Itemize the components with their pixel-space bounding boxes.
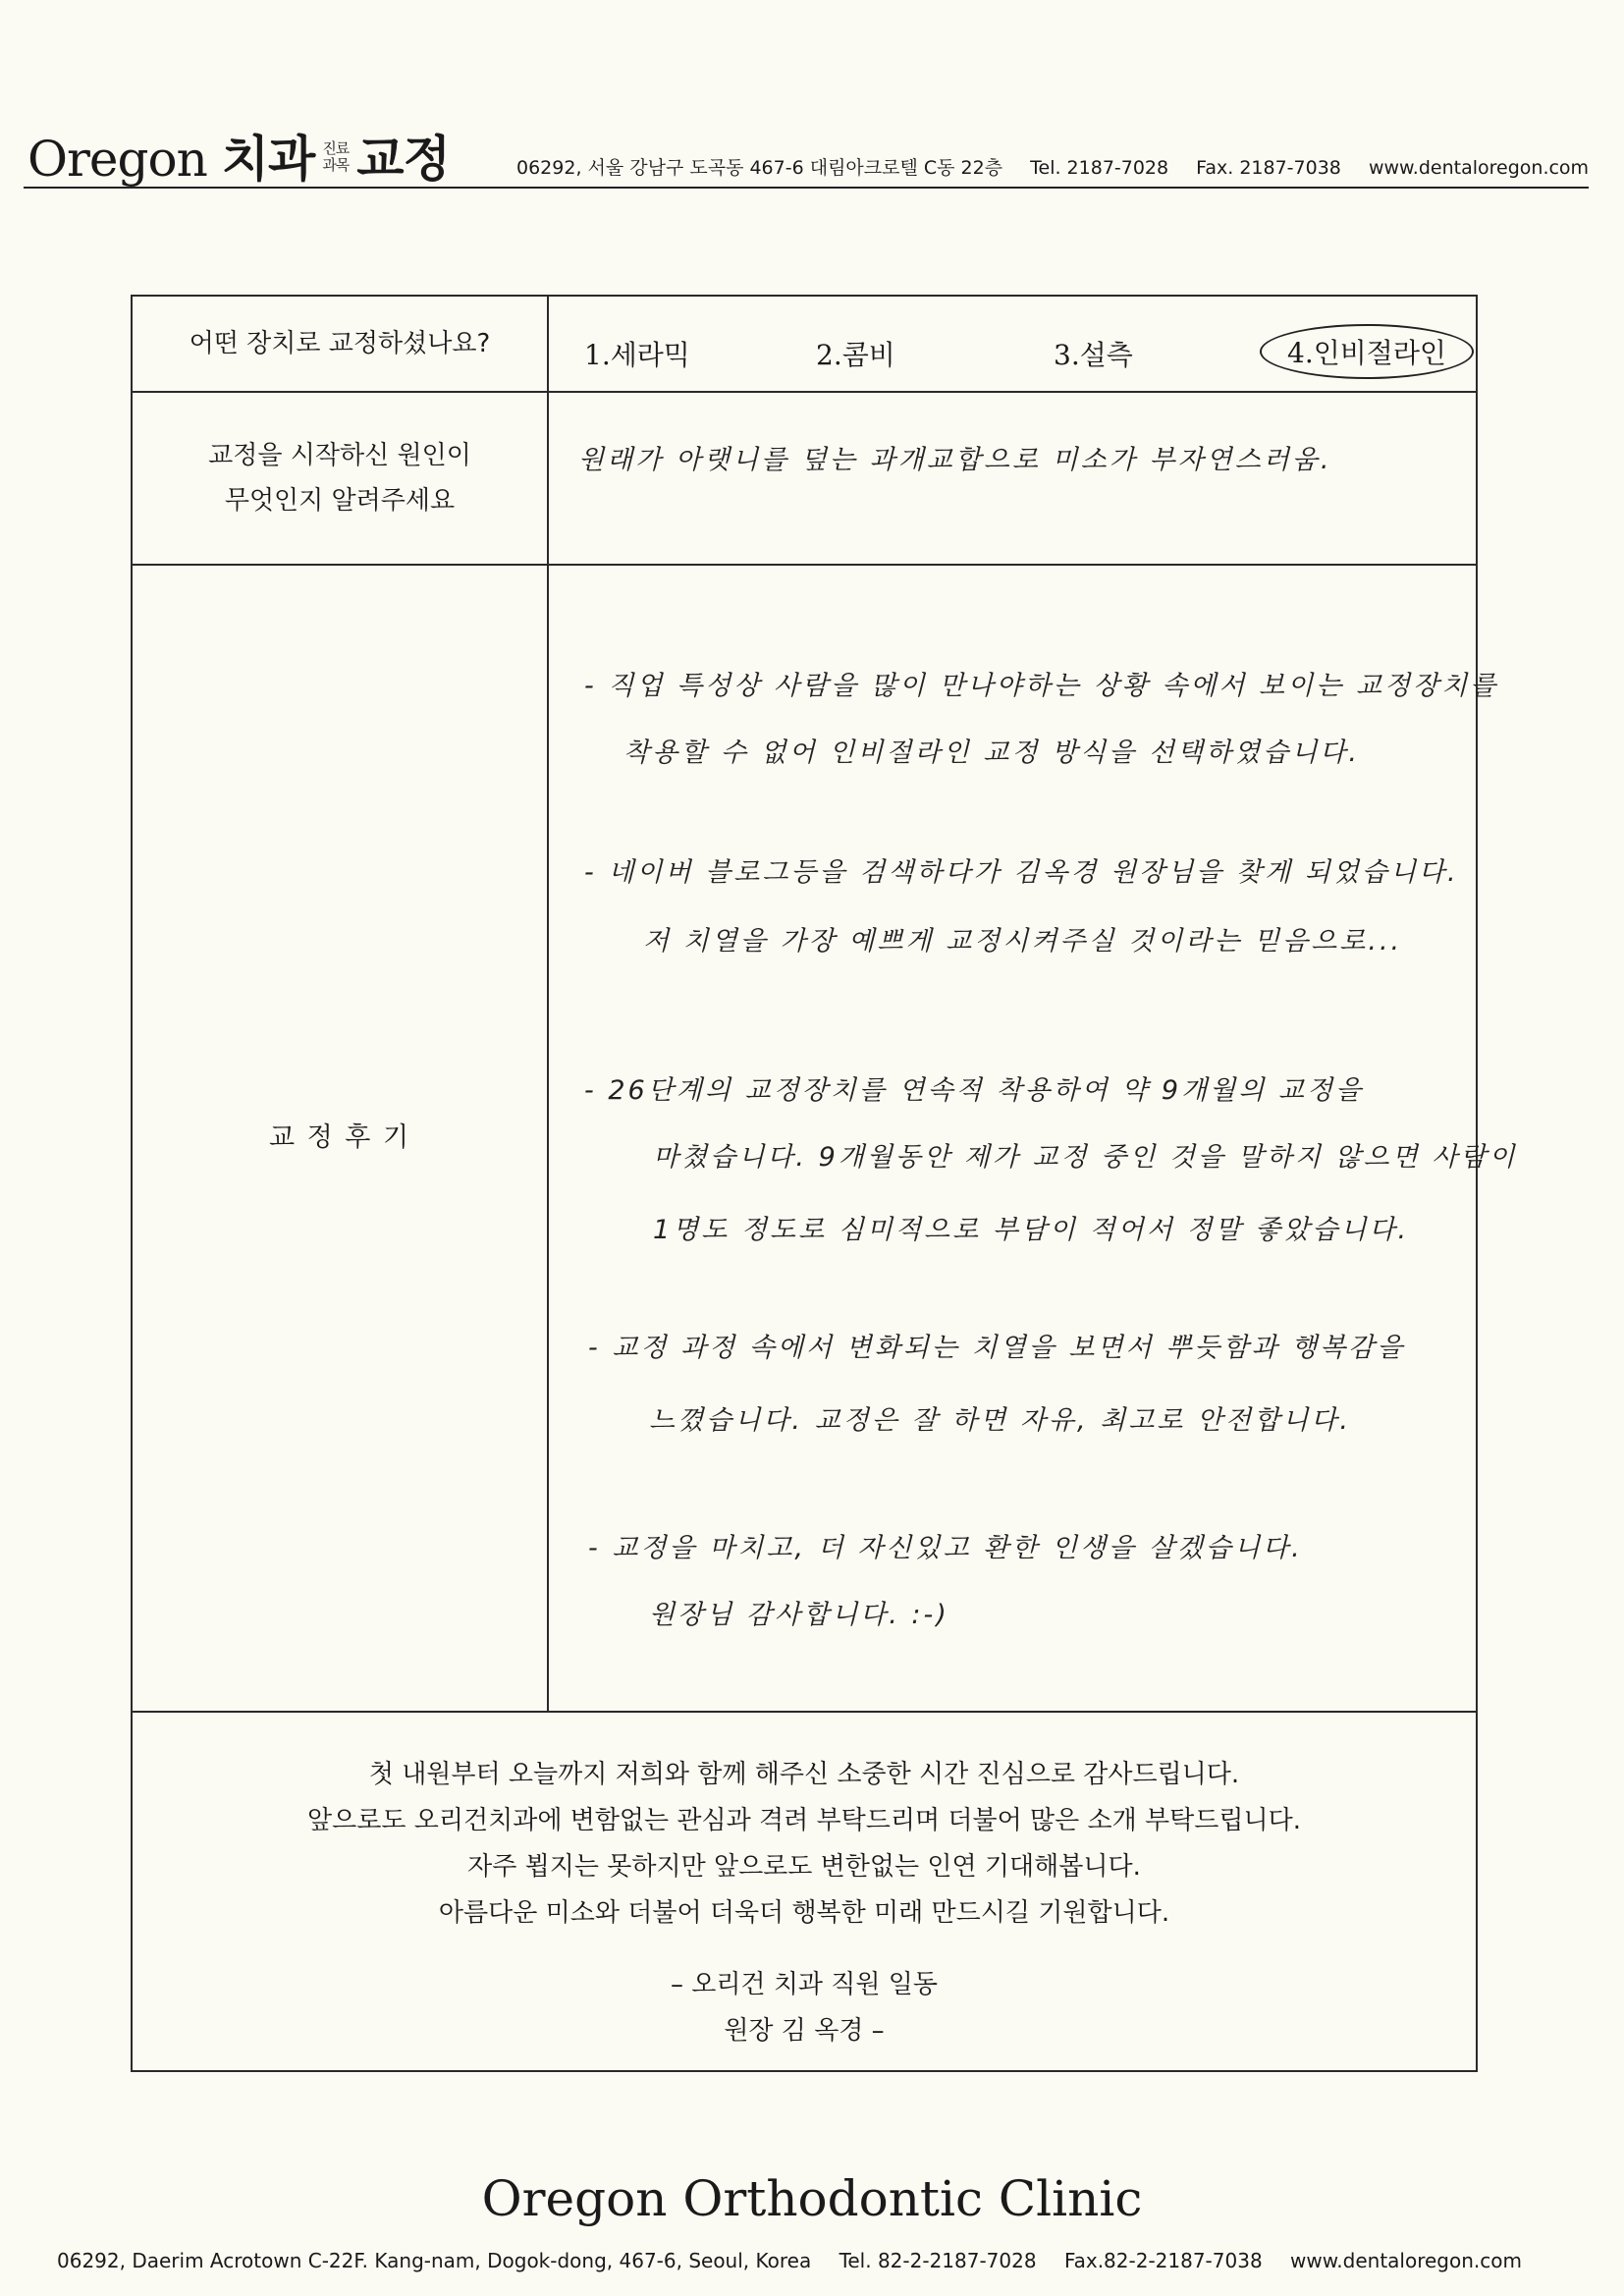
appliance-question: 어떤 장치로 교정하셨나요?	[133, 297, 549, 391]
logo-english: Oregon	[27, 131, 207, 188]
logo-subject-label	[322, 140, 349, 174]
logo-subject-top: 진료	[322, 139, 350, 157]
header-fax: Fax. 2187-7038	[1196, 157, 1341, 179]
review-line-4: 저 치열을 가장 예쁘게 교정시켜주실 것이라는 믿음으로...	[643, 926, 1403, 957]
review-label: 교 정 후 기	[133, 566, 549, 1711]
signature-line-1: – 오리건 치과 직원 일동	[670, 1970, 939, 1999]
closing-line-1: 첫 내원부터 오늘까지 저희와 함께 해주신 소중한 시간 진심으로 감사드립니다.	[368, 1760, 1240, 1789]
appliance-row	[133, 297, 1476, 393]
footer-contact	[57, 2249, 1522, 2272]
closing-line-3: 자주 뵙지는 못하지만 앞으로도 변한없는 인연 기대해봅니다.	[467, 1852, 1141, 1882]
review-line-6: 마쳤습니다. 9개월동안 제가 교정 중인 것을 말하지 않으면 사람이	[653, 1142, 1518, 1173]
review-form	[131, 295, 1518, 2072]
review-line-11: 원장님 감사합니다. :-)	[649, 1600, 949, 1630]
letterhead	[24, 108, 1589, 189]
review-row	[133, 566, 1518, 1713]
review-line-8: - 교정 과정 속에서 변화되는 치열을 보면서 뿌듯함과 행복감을	[588, 1333, 1406, 1363]
header-tel: Tel. 2187-7028	[1030, 157, 1169, 179]
option-ceramic: 1.세라믹	[584, 339, 690, 371]
footer-tel: Tel. 82-2-2187-7028	[839, 2249, 1037, 2272]
logo-korean: 치과	[221, 130, 315, 188]
footer-website: www.dentaloregon.com	[1290, 2249, 1522, 2272]
option-lingual: 3.설측	[1054, 339, 1133, 371]
footer-address: 06292, Daerim Acrotown C-22F. Kang-nam, Dogok-dong, 467-6, Seoul, Korea	[57, 2249, 812, 2272]
review-line-5: - 26단계의 교정장치를 연속적 착용하여 약 9개월의 교정을	[584, 1075, 1365, 1106]
signature-line-2: 원장 김 옥경 –	[724, 2016, 885, 2046]
option-combi: 2.콤비	[816, 339, 895, 371]
appliance-options	[549, 297, 1476, 391]
reason-answer-cell	[549, 393, 1476, 564]
footer-clinic-name: Oregon Orthodontic Clinic	[481, 2170, 1143, 2227]
header-website: www.dentaloregon.com	[1368, 157, 1590, 179]
review-line-1: - 직업 특성상 사람을 많이 만나야하는 상황 속에서 보이는 교정장치를	[584, 671, 1499, 701]
logo-subject-bottom: 과목	[322, 156, 350, 174]
reason-row	[133, 393, 1476, 566]
logo-specialty: 교정	[356, 130, 450, 188]
review-line-7: 1명도 정도로 심미적으로 부담이 적어서 정말 좋았습니다.	[653, 1215, 1410, 1245]
option-invisalign-circled: 4.인비절라인	[1260, 324, 1474, 379]
reason-label-line1: 교정을 시작하신 원인이	[208, 441, 471, 470]
closing-line-2: 앞으로도 오리건치과에 변함없는 관심과 격려 부탁드리며 더불어 많은 소개 부탁드립니다.	[307, 1806, 1301, 1835]
review-line-9: 느꼈습니다. 교정은 잘 하면 자유, 최고로 안전합니다.	[649, 1405, 1351, 1436]
reason-question	[133, 393, 549, 564]
closing-line-4: 아름다운 미소와 더불어 더욱더 행복한 미래 만드시길 기원합니다.	[438, 1898, 1170, 1928]
clinic-logo	[27, 120, 450, 191]
footer-fax: Fax.82-2-2187-7038	[1063, 2249, 1263, 2272]
header-contact	[516, 153, 1589, 180]
reason-answer: 원래가 아랫니를 덮는 과개교합으로 미소가 부자연스러움.	[578, 445, 1332, 475]
closing-row	[133, 1713, 1476, 2074]
review-line-3: - 네이버 블로그등을 검색하다가 김옥경 원장님을 찾게 되었습니다.	[584, 857, 1459, 888]
closing-message	[133, 1752, 1476, 1937]
closing-signature	[133, 1962, 1476, 2054]
review-line-10: - 교정을 마치고, 더 자신있고 환한 인생을 살겠습니다.	[588, 1533, 1303, 1563]
reason-label-line2: 무엇인지 알려주세요	[224, 486, 456, 516]
review-content	[549, 566, 1518, 1711]
header-address: 06292, 서울 강남구 도곡동 467-6 대림아크로텔 C동 22층	[516, 157, 1003, 179]
review-line-2: 착용할 수 없어 인비절라인 교정 방식을 선택하였습니다.	[623, 738, 1360, 768]
